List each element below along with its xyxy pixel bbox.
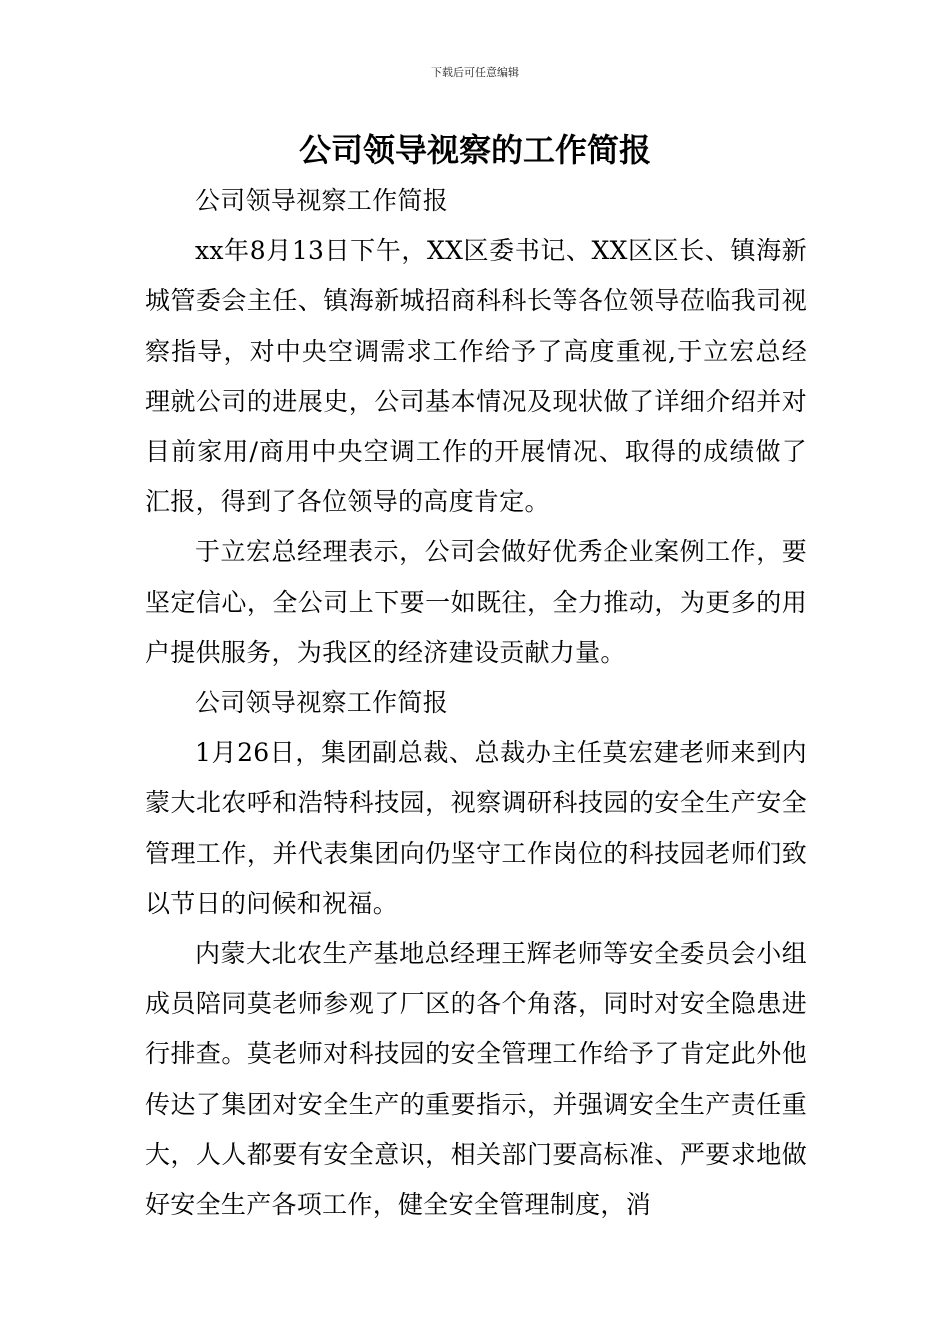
document-title: 公司领导视察的工作简报 [298, 131, 651, 169]
paragraph-subtitle-1: 公司领导视察工作简报 [195, 186, 449, 215]
paragraph-safety-visit: 1月26日，集团副总裁、总裁办主任莫宏建老师来到内蒙大北农呼和浩特科技园，视察调研科技园的安全生产安全管理工作，并代表集团向仍坚守工作岗位的科技园老师们致以节日的问候和祝福。 [145, 738, 807, 918]
paragraph-visit-report: xx年8月13日下午，XX区委书记、XX区区长、镇海新城管委会主任、镇海新城招商科科长等各位领导莅临我司视察指导，对中央空调需求工作给予了高度重视,于立宏总经理就公司的进展史，公司基本情况及现状做了详细介绍并对目前家用/商用中央空调工作的开展情况、取得的成绩做了汇报，得到了各位领导的高度肯定。 [145, 236, 807, 517]
paragraph-manager-statement: 于立宏总经理表示，公司会做好优秀企业案例工作，要坚定信心，全公司上下要一如既往，全力推动，为更多的用户提供服务，为我区的经济建设贡献力量。 [145, 537, 807, 667]
paragraph-safety-inspection: 内蒙大北农生产基地总经理王辉老师等安全委员会小组成员陪同莫老师参观了厂区的各个角落，同时对安全隐患进行排查。莫老师对科技园的安全管理工作给予了肯定此外他传达了集团对安全生产的重要指示，并强调安全生产责任重大，人人都要有安全意识，相关部门要高标准、严要求地做好安全生产各项工作，健全安全管理制度，消 [145, 939, 807, 1220]
header-note: 下载后可任意编辑 [431, 66, 519, 79]
paragraph-subtitle-2: 公司领导视察工作简报 [195, 688, 449, 718]
document-body [145, 176, 807, 1230]
